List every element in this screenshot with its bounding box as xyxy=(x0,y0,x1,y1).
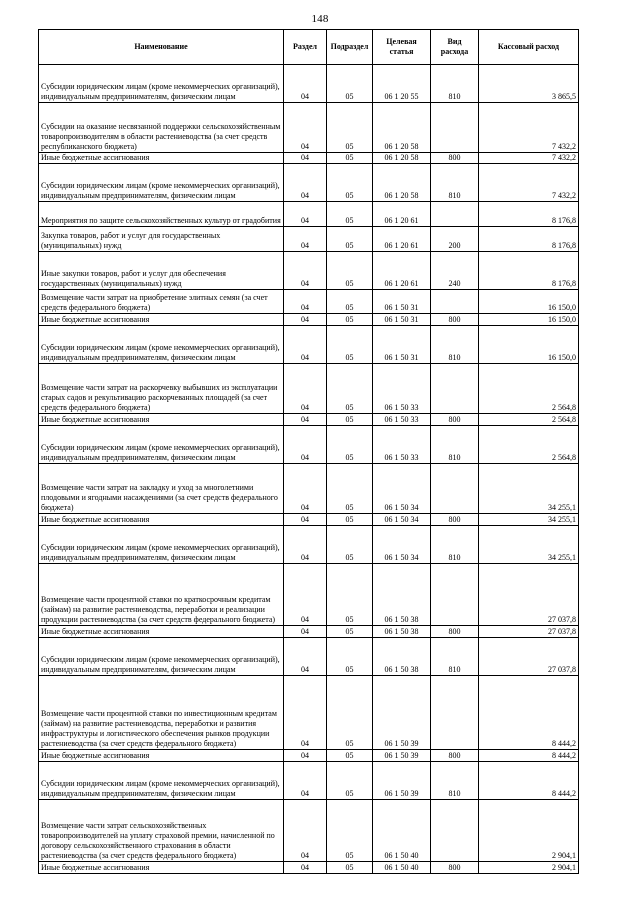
table-row xyxy=(39,364,579,414)
row-name: Иные бюджетные ассигнования xyxy=(39,626,284,638)
row-name: Иные бюджетные ассигнования xyxy=(39,414,284,426)
row-cash-expense: 7 432,2 xyxy=(479,164,579,202)
row-name: Иные бюджетные ассигнования xyxy=(39,750,284,762)
row-subsection: 05 xyxy=(327,227,373,252)
row-expense-type: 800 xyxy=(431,750,479,762)
row-section: 04 xyxy=(284,202,327,227)
row-target-article: 06 1 20 55 xyxy=(373,65,431,103)
row-name: Возмещение части процентной ставки по краткосрочным кредитам (займам) на развитие растениеводства, переработки и реализации продукции растениеводства (за счет средств федерального бюджета) xyxy=(39,564,284,626)
row-section: 04 xyxy=(284,326,327,364)
row-target-article: 06 1 50 33 xyxy=(373,414,431,426)
row-expense-type xyxy=(431,364,479,414)
row-target-article: 06 1 50 31 xyxy=(373,314,431,326)
row-subsection: 05 xyxy=(327,762,373,800)
row-subsection: 05 xyxy=(327,862,373,874)
row-subsection: 05 xyxy=(327,464,373,514)
row-section: 04 xyxy=(284,526,327,564)
table-row xyxy=(39,626,579,638)
row-name: Закупка товаров, работ и услуг для государственных (муниципальных) нужд xyxy=(39,227,284,252)
row-subsection: 05 xyxy=(327,414,373,426)
row-cash-expense: 2 564,8 xyxy=(479,426,579,464)
row-expense-type: 240 xyxy=(431,252,479,290)
row-target-article: 06 1 50 31 xyxy=(373,290,431,314)
table-body xyxy=(39,65,579,874)
row-expense-type: 810 xyxy=(431,526,479,564)
row-section: 04 xyxy=(284,426,327,464)
row-cash-expense: 8 176,8 xyxy=(479,252,579,290)
row-section: 04 xyxy=(284,750,327,762)
row-subsection: 05 xyxy=(327,526,373,564)
row-section: 04 xyxy=(284,290,327,314)
row-expense-type xyxy=(431,800,479,862)
row-name: Субсидии юридическим лицам (кроме некоммерческих организаций), индивидуальным предпринимателям, физическим лицам xyxy=(39,638,284,676)
row-name: Иные закупки товаров, работ и услуг для обеспечения государственных (муниципальных) нужд xyxy=(39,252,284,290)
row-expense-type xyxy=(431,290,479,314)
row-name: Субсидии юридическим лицам (кроме некоммерческих организаций), индивидуальным предпринимателям, физическим лицам xyxy=(39,164,284,202)
row-section: 04 xyxy=(284,252,327,290)
row-target-article: 06 1 20 58 xyxy=(373,164,431,202)
row-section: 04 xyxy=(284,227,327,252)
row-name: Возмещение части затрат сельскохозяйственных товаропроизводителей на уплату страховой премии, начисленной по договору сельскохозяйственного страхования в области растениеводства (за счет средств федерального бюджета) xyxy=(39,800,284,862)
row-target-article: 06 1 50 40 xyxy=(373,800,431,862)
row-target-article: 06 1 50 38 xyxy=(373,564,431,626)
row-expense-type xyxy=(431,202,479,227)
row-name: Возмещение части процентной ставки по инвестиционным кредитам (займам) на развитие растениеводства, переработки и развития инфраструктуры и логистического обеспечения рынков продукции растениеводства (за счет средств федерального бюджета) xyxy=(39,676,284,750)
row-subsection: 05 xyxy=(327,564,373,626)
row-section: 04 xyxy=(284,414,327,426)
row-section: 04 xyxy=(284,638,327,676)
row-section: 04 xyxy=(284,164,327,202)
row-subsection: 05 xyxy=(327,514,373,526)
header-expense-type: Вид расхода xyxy=(431,30,479,65)
table-row xyxy=(39,164,579,202)
table-row xyxy=(39,326,579,364)
header-name: Наименование xyxy=(39,30,284,65)
row-expense-type: 810 xyxy=(431,762,479,800)
row-target-article: 06 1 50 39 xyxy=(373,676,431,750)
table-row xyxy=(39,526,579,564)
row-cash-expense: 34 255,1 xyxy=(479,514,579,526)
row-name: Субсидии юридическим лицам (кроме некоммерческих организаций), индивидуальным предпринимателям, физическим лицам xyxy=(39,65,284,103)
table-header xyxy=(39,30,579,65)
table-row xyxy=(39,762,579,800)
row-cash-expense: 8 176,8 xyxy=(479,227,579,252)
table-row xyxy=(39,800,579,862)
row-cash-expense: 7 432,2 xyxy=(479,103,579,153)
row-subsection: 05 xyxy=(327,103,373,153)
row-section: 04 xyxy=(284,464,327,514)
row-target-article: 06 1 50 38 xyxy=(373,626,431,638)
row-expense-type: 800 xyxy=(431,514,479,526)
row-target-article: 06 1 20 61 xyxy=(373,227,431,252)
row-subsection: 05 xyxy=(327,364,373,414)
table-row xyxy=(39,464,579,514)
budget-table xyxy=(38,29,579,874)
row-cash-expense: 2 564,8 xyxy=(479,414,579,426)
row-subsection: 05 xyxy=(327,326,373,364)
row-section: 04 xyxy=(284,364,327,414)
row-subsection: 05 xyxy=(327,290,373,314)
row-section: 04 xyxy=(284,676,327,750)
table-row xyxy=(39,65,579,103)
row-target-article: 06 1 50 38 xyxy=(373,638,431,676)
row-expense-type xyxy=(431,103,479,153)
row-target-article: 06 1 50 33 xyxy=(373,426,431,464)
row-cash-expense: 16 150,0 xyxy=(479,290,579,314)
row-name: Возмещение части затрат на закладку и уход за многолетними плодовыми и ягодными насаждениями (за счет средств федерального бюджета) xyxy=(39,464,284,514)
row-expense-type: 200 xyxy=(431,227,479,252)
row-expense-type: 810 xyxy=(431,638,479,676)
row-name: Субсидии юридическим лицам (кроме некоммерческих организаций), индивидуальным предпринимателям, физическим лицам xyxy=(39,526,284,564)
row-name: Субсидии юридическим лицам (кроме некоммерческих организаций), индивидуальным предпринимателям, физическим лицам xyxy=(39,426,284,464)
row-cash-expense: 34 255,1 xyxy=(479,464,579,514)
row-expense-type: 800 xyxy=(431,414,479,426)
row-target-article: 06 1 50 39 xyxy=(373,762,431,800)
table-row xyxy=(39,638,579,676)
row-section: 04 xyxy=(284,564,327,626)
row-section: 04 xyxy=(284,862,327,874)
row-name: Возмещение части затрат на раскорчевку выбывших из эксплуатации старых садов и рекультивацию раскорчеванных площадей (за счет средств федерального бюджета) xyxy=(39,364,284,414)
row-subsection: 05 xyxy=(327,426,373,464)
row-subsection: 05 xyxy=(327,164,373,202)
row-cash-expense: 7 432,2 xyxy=(479,153,579,164)
table-row xyxy=(39,676,579,750)
row-name: Иные бюджетные ассигнования xyxy=(39,314,284,326)
row-cash-expense: 16 150,0 xyxy=(479,314,579,326)
row-cash-expense: 8 444,2 xyxy=(479,750,579,762)
row-target-article: 06 1 20 58 xyxy=(373,103,431,153)
row-subsection: 05 xyxy=(327,638,373,676)
row-name: Субсидии на оказание несвязанной поддержки сельскохозяйственным товаропроизводителям в области растениеводства (за счет средств республиканского бюджета) xyxy=(39,103,284,153)
row-cash-expense: 2 564,8 xyxy=(479,364,579,414)
row-section: 04 xyxy=(284,314,327,326)
row-subsection: 05 xyxy=(327,626,373,638)
row-subsection: 05 xyxy=(327,202,373,227)
row-target-article: 06 1 20 61 xyxy=(373,252,431,290)
row-subsection: 05 xyxy=(327,314,373,326)
table-row xyxy=(39,252,579,290)
row-target-article: 06 1 20 58 xyxy=(373,153,431,164)
row-cash-expense: 27 037,8 xyxy=(479,626,579,638)
row-section: 04 xyxy=(284,626,327,638)
table-row xyxy=(39,426,579,464)
row-cash-expense: 34 255,1 xyxy=(479,526,579,564)
row-target-article: 06 1 50 33 xyxy=(373,364,431,414)
row-name: Субсидии юридическим лицам (кроме некоммерческих организаций), индивидуальным предпринимателям, физическим лицам xyxy=(39,762,284,800)
row-subsection: 05 xyxy=(327,252,373,290)
table-row xyxy=(39,564,579,626)
row-subsection: 05 xyxy=(327,676,373,750)
page-number: 148 xyxy=(311,13,329,25)
row-expense-type: 800 xyxy=(431,626,479,638)
table-row xyxy=(39,750,579,762)
table-row xyxy=(39,227,579,252)
row-name: Иные бюджетные ассигнования xyxy=(39,514,284,526)
row-expense-type: 800 xyxy=(431,153,479,164)
row-cash-expense: 8 176,8 xyxy=(479,202,579,227)
row-subsection: 05 xyxy=(327,800,373,862)
table-row xyxy=(39,862,579,874)
row-target-article: 06 1 50 34 xyxy=(373,464,431,514)
row-cash-expense: 8 444,2 xyxy=(479,762,579,800)
row-name: Мероприятия по защите сельскохозяйственных культур от градобития xyxy=(39,202,284,227)
row-expense-type: 810 xyxy=(431,164,479,202)
row-cash-expense: 16 150,0 xyxy=(479,326,579,364)
table-row xyxy=(39,414,579,426)
header-subsection: Подраздел xyxy=(327,30,373,65)
row-cash-expense: 27 037,8 xyxy=(479,638,579,676)
row-target-article: 06 1 50 34 xyxy=(373,514,431,526)
row-expense-type: 810 xyxy=(431,426,479,464)
row-target-article: 06 1 20 61 xyxy=(373,202,431,227)
row-expense-type xyxy=(431,676,479,750)
row-target-article: 06 1 50 31 xyxy=(373,326,431,364)
row-section: 04 xyxy=(284,800,327,862)
row-expense-type: 800 xyxy=(431,862,479,874)
row-subsection: 05 xyxy=(327,750,373,762)
row-subsection: 05 xyxy=(327,153,373,164)
row-expense-type: 810 xyxy=(431,326,479,364)
row-name: Субсидии юридическим лицам (кроме некоммерческих организаций), индивидуальным предпринимателям, физическим лицам xyxy=(39,326,284,364)
table-row xyxy=(39,514,579,526)
table-row xyxy=(39,103,579,153)
row-section: 04 xyxy=(284,153,327,164)
table-row xyxy=(39,314,579,326)
row-section: 04 xyxy=(284,65,327,103)
row-cash-expense: 2 904,1 xyxy=(479,800,579,862)
row-expense-type: 810 xyxy=(431,65,479,103)
row-expense-type xyxy=(431,564,479,626)
header-target-article: Целевая статья xyxy=(373,30,431,65)
row-target-article: 06 1 50 40 xyxy=(373,862,431,874)
row-name: Возмещение части затрат на приобретение элитных семян (за счет средств федерального бюджета) xyxy=(39,290,284,314)
row-cash-expense: 27 037,8 xyxy=(479,564,579,626)
header-section: Раздел xyxy=(284,30,327,65)
row-cash-expense: 8 444,2 xyxy=(479,676,579,750)
row-target-article: 06 1 50 34 xyxy=(373,526,431,564)
table-row xyxy=(39,153,579,164)
header-cash-expense: Кассовый расход xyxy=(479,30,579,65)
row-section: 04 xyxy=(284,103,327,153)
row-expense-type xyxy=(431,464,479,514)
row-name: Иные бюджетные ассигнования xyxy=(39,862,284,874)
row-section: 04 xyxy=(284,514,327,526)
row-target-article: 06 1 50 39 xyxy=(373,750,431,762)
row-name: Иные бюджетные ассигнования xyxy=(39,153,284,164)
table-row xyxy=(39,290,579,314)
row-section: 04 xyxy=(284,762,327,800)
row-cash-expense: 2 904,1 xyxy=(479,862,579,874)
row-expense-type: 800 xyxy=(431,314,479,326)
row-subsection: 05 xyxy=(327,65,373,103)
row-cash-expense: 3 865,5 xyxy=(479,65,579,103)
table-row xyxy=(39,202,579,227)
